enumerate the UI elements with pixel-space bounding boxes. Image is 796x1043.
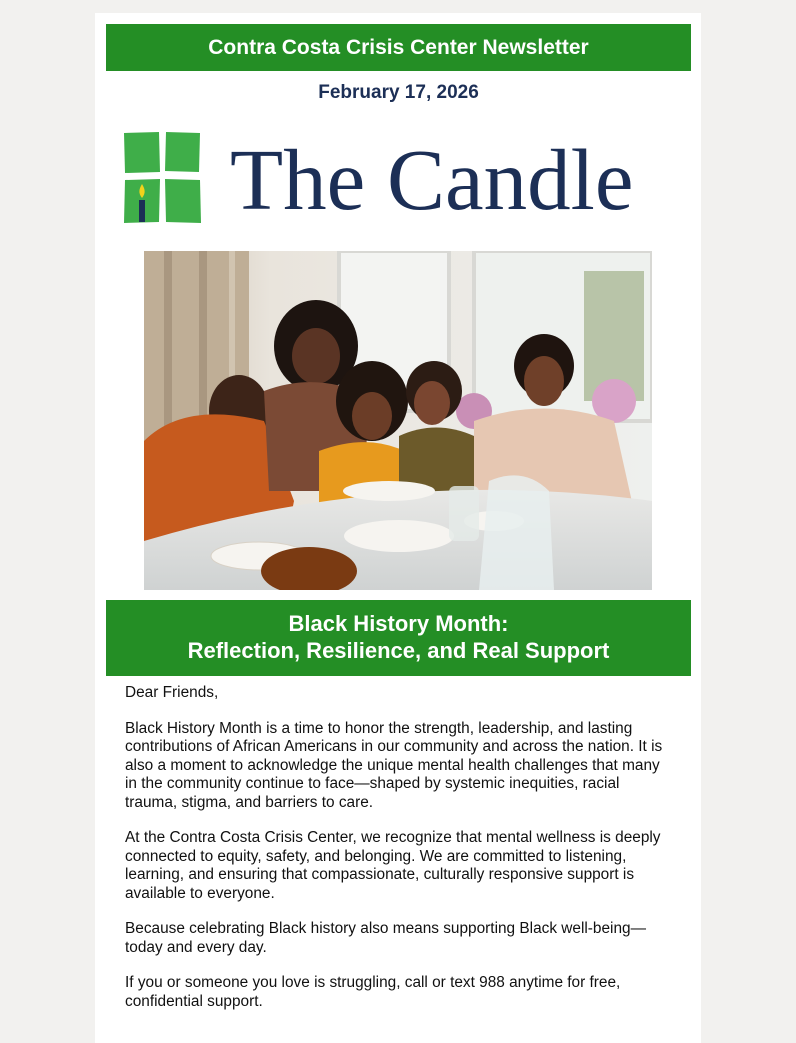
greeting: Dear Friends, <box>125 684 219 701</box>
section-title-line-2: Reflection, Resilience, and Real Support <box>187 638 610 663</box>
paragraph-2: At the Contra Costa Crisis Center, we recognize that mental wellness is deeply connected to equity, safety, and belonging. We are committed to listening, learning, and ensuring that compassionate, culturally responsive support is available to everyone. <box>125 829 661 902</box>
masthead-title: The Candle <box>230 131 634 228</box>
section-title-line-1: Black History Month: <box>288 611 509 636</box>
paragraph-4: If you or someone you love is struggling, call or text 988 anytime for free, confidential support. <box>125 974 621 1010</box>
candle-window-logo-icon <box>122 130 202 225</box>
newsletter-title: Contra Costa Crisis Center Newsletter <box>208 36 589 59</box>
family-dinner-photo <box>144 251 652 590</box>
issue-date: February 17, 2026 <box>318 82 479 103</box>
paragraph-1: Black History Month is a time to honor the strength, leadership, and lasting contributions of African Americans in our community and across the nation. It is also a moment to acknowledge the unique mental health challenges that many in the community continue to face—shaped by systemic inequities, racial trauma, stigma, and barriers to care. <box>125 719 663 811</box>
masthead <box>116 126 683 230</box>
letter-body <box>125 684 675 1028</box>
paragraph-3: Because celebrating Black history also means supporting Black well-being—today and every day. <box>125 920 646 956</box>
newsletter-header <box>106 24 691 71</box>
section-header <box>106 600 691 676</box>
